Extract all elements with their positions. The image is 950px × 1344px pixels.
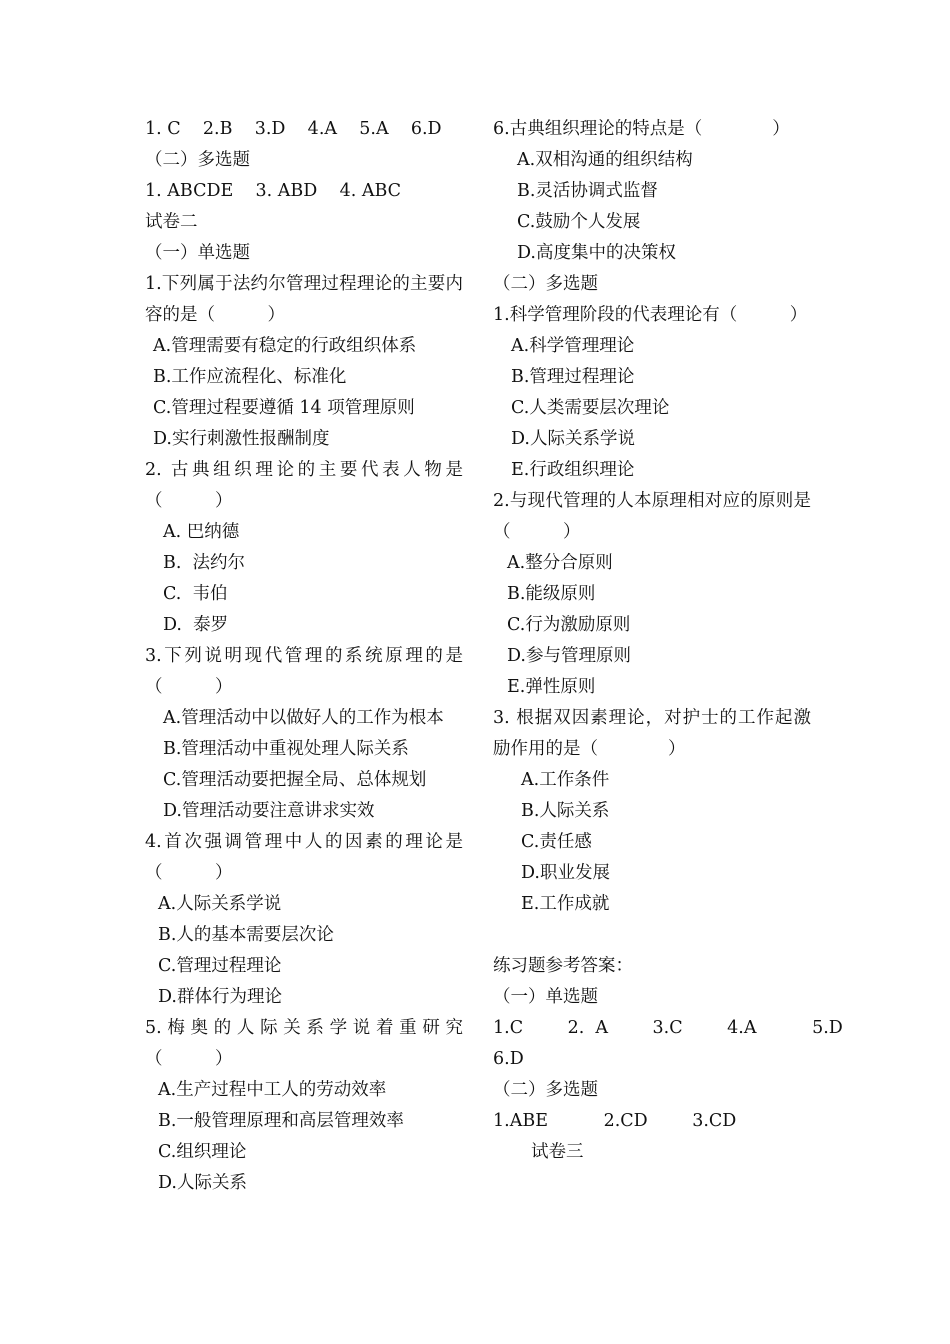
text-line: A.管理需要有稳定的行政组织体系: [153, 336, 417, 356]
text-line: 2.与现代管理的人本原理相对应的原则是（ ）: [493, 491, 811, 542]
text-line: D.人际关系: [158, 1173, 247, 1193]
text-line: 5.梅奥的人际关系学说着重研究（ ）: [145, 1018, 463, 1069]
text-line: D.人际关系学说: [511, 429, 635, 449]
text-line: A.管理活动中以做好人的工作为根本: [163, 708, 444, 728]
text-line: 4.首次强调管理中人的因素的理论是（ ）: [145, 832, 463, 883]
text-line: （二）多选题: [493, 274, 598, 294]
text-line: A.双相沟通的组织结构: [517, 150, 693, 170]
text-line: E.弹性原则: [507, 677, 596, 697]
text-line: 练习题参考答案：: [493, 956, 633, 976]
text-line: E.工作成就: [521, 894, 610, 914]
text-line: （二）多选题: [145, 150, 250, 170]
text-line: C.管理活动要把握全局、总体规划: [163, 770, 427, 790]
text-line: C.组织理论: [158, 1142, 247, 1162]
text-line: D.参与管理原则: [507, 646, 631, 666]
text-line: C.鼓励个人发展: [517, 212, 641, 232]
text-line: C.管理过程理论: [158, 956, 282, 976]
text-line: 试卷二: [145, 212, 198, 232]
text-line: B. 法约尔: [163, 553, 246, 573]
text-line: 1.下列属于法约尔管理过程理论的主要内容的是（ ）: [145, 274, 463, 325]
text-line: C. 韦伯: [163, 584, 228, 604]
text-line: D. 泰罗: [163, 615, 229, 635]
text-line: B.一般管理原理和高层管理效率: [158, 1111, 404, 1131]
text-line: B.人的基本需要层次论: [158, 925, 334, 945]
text-line: C.行为激励原则: [507, 615, 631, 635]
right-column: [493, 114, 843, 1168]
text-line: B.管理活动中重视处理人际关系: [163, 739, 409, 759]
text-line: D.职业发展: [521, 863, 610, 883]
blank-line: [493, 920, 811, 951]
text-line: 3.下列说明现代管理的系统原理的是（ ）: [145, 646, 463, 697]
text-line: A.人际关系学说: [158, 894, 282, 914]
text-line: B.管理过程理论: [511, 367, 635, 387]
text-line: A.工作条件: [521, 770, 610, 790]
text-line: C.责任感: [521, 832, 592, 852]
text-line: C.管理过程要遵循 14 项管理原则: [153, 398, 415, 418]
text-line: D.群体行为理论: [158, 987, 282, 1007]
left-column: [145, 114, 463, 1199]
text-line: B.人际关系: [521, 801, 610, 821]
text-line: A. 巴纳德: [163, 522, 240, 542]
text-line: 3. 根据双因素理论，对护士的工作起激励作用的是（ ）: [493, 708, 811, 759]
text-line: C.人类需要层次理论: [511, 398, 670, 418]
text-line: （一）单选题: [493, 987, 598, 1007]
text-line: （二）多选题: [493, 1080, 598, 1100]
text-line: 1.科学管理阶段的代表理论有（ ）: [493, 305, 808, 325]
text-line: D.管理活动要注意讲求实效: [163, 801, 375, 821]
text-line: 1. ABCDE 3. ABD 4. ABC: [145, 181, 402, 201]
text-line: A.科学管理理论: [511, 336, 635, 356]
text-line: 1.C 2. A 3.C 4.A 5.D: [493, 1018, 843, 1038]
text-line: B.灵活协调式监督: [517, 181, 658, 201]
text-line: A.整分合原则: [507, 553, 613, 573]
text-line: B.能级原则: [507, 584, 596, 604]
text-line: D.高度集中的决策权: [517, 243, 676, 263]
text-line: D.实行刺激性报酬制度: [153, 429, 330, 449]
text-line: E.行政组织理论: [511, 460, 635, 480]
text-line: 1.ABE 2.CD 3.CD: [493, 1111, 737, 1131]
text-line: 6.古典组织理论的特点是（ ）: [493, 119, 790, 139]
text-line: 2. 古典组织理论的主要代表人物是（ ）: [145, 460, 463, 511]
text-line: 试卷三: [531, 1142, 584, 1162]
text-line: （一）单选题: [145, 243, 250, 263]
text-line: A.生产过程中工人的劳动效率: [158, 1080, 387, 1100]
text-line: 1. C 2.B 3.D 4.A 5.A 6.D: [145, 119, 442, 139]
text-line: 6.D: [493, 1049, 524, 1069]
text-line: B.工作应流程化、标准化: [153, 367, 347, 387]
